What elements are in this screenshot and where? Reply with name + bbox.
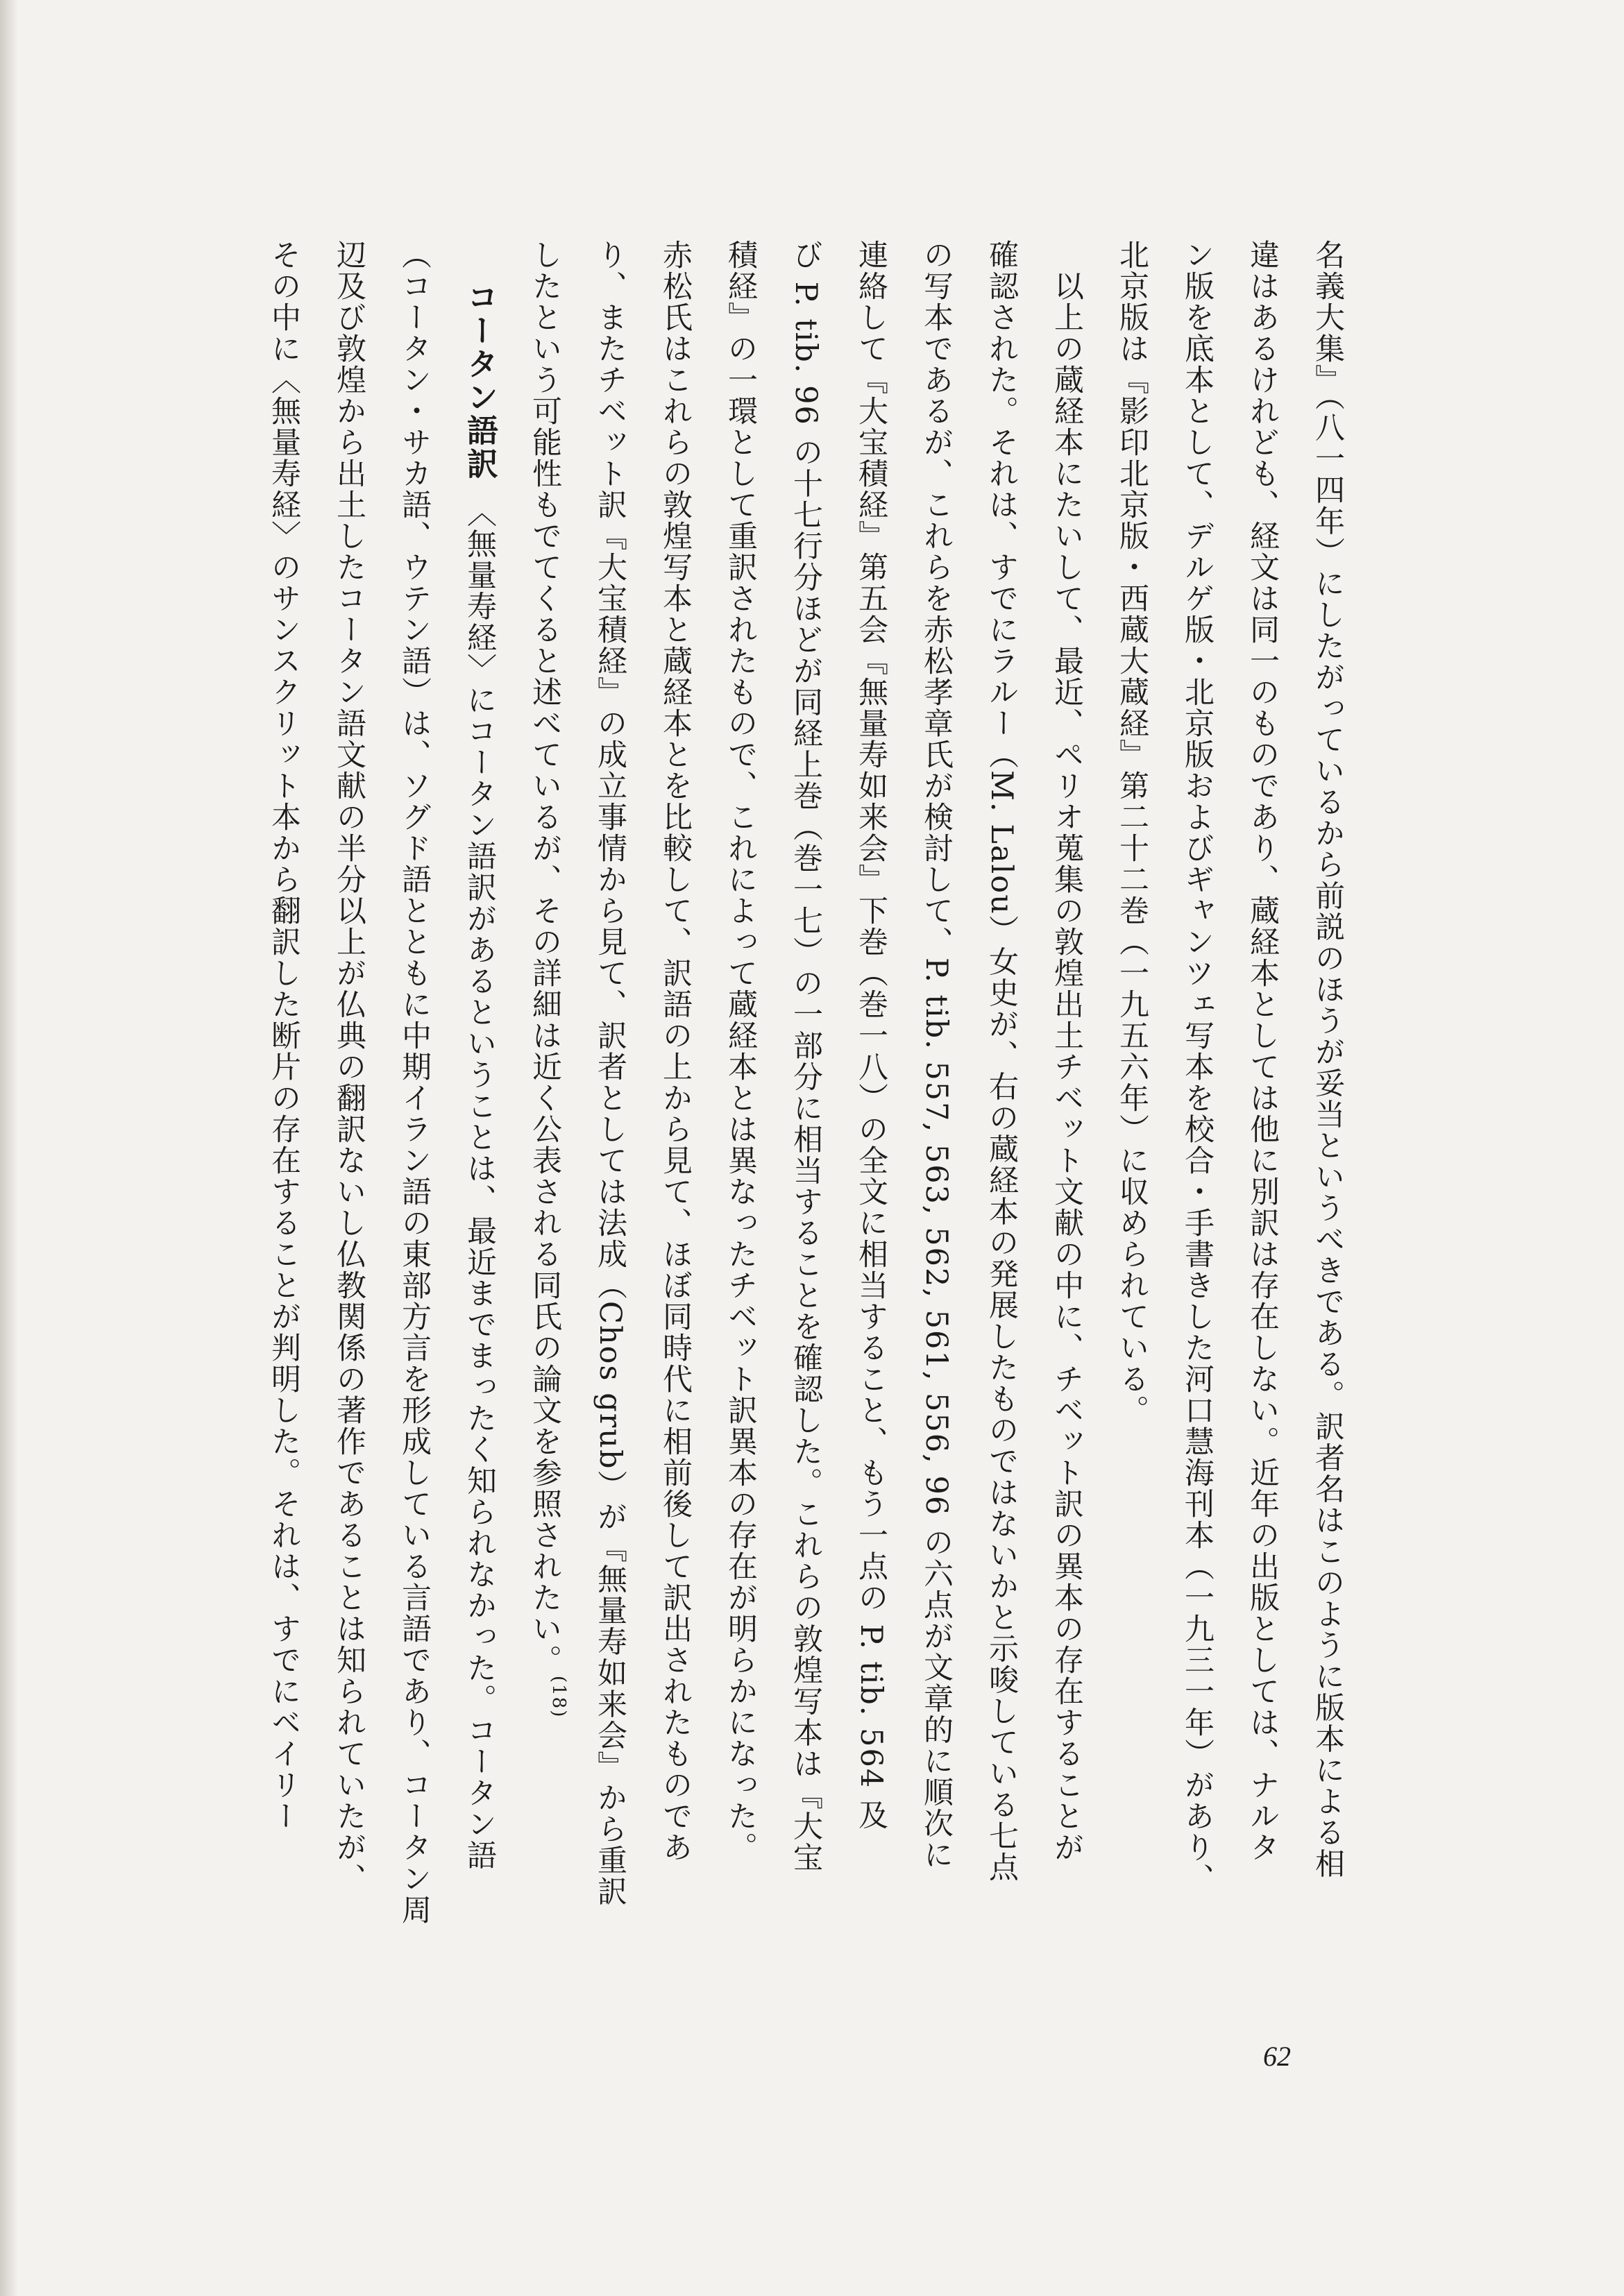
text-line: その中に〈無量寿経〉のサンスクリット本から翻訳した断片の存在することが判明した。それは、すでにベイリー [267, 239, 301, 1832]
text-line: び P. tib. 96 の十七行分ほどが同経上巻（巻一七）の一部分に相当することを確認した。これらの敦煌写本は『大宝 [788, 239, 823, 1873]
text-line: 辺及び敦煌から出土したコータン語文献の半分以上が仏典の翻訳ないし仏教関係の著作であることは知られていたが、 [332, 239, 366, 1894]
text-line: （コータン・サカ語、ウテン語）は、ソグド語とともに中期イラン語の東部方言を形成している言語であり、コータン周 [397, 239, 432, 1925]
text-line: 確認された。それは、すでにラルー（M. Lalou）女史が、右の蔵経本の発展したものではないかと示唆している七点 [984, 239, 1019, 1883]
footnote-marker: (18) [548, 1676, 569, 1719]
text-line: 以上の蔵経本にたいして、最近、ペリオ蒐集の敦煌出土チベット文献の中に、チベット訳の異本の存在することが [1049, 239, 1084, 1863]
text-line: ン版を底本として、デルゲ版・北京版およびギャンツェ写本を校合・手書きした河口慧海刊本（一九三一年）があり、 [1180, 239, 1215, 1894]
text-line: 北京版は『影印北京版・西蔵大蔵経』第二十二巻（一九五六年）に収められている。 [1115, 239, 1149, 1426]
page-edge-shadow [0, 0, 18, 2296]
text-line: 違はあるけれども、経文は同一のものであり、蔵経本としては他に別訳は存在しない。近年の出版としては、ナルタ [1245, 239, 1280, 1863]
text-line: 赤松氏はこれらの敦煌写本と蔵経本とを比較して、訳語の上から見て、ほぼ同時代に相前後して訳出されたものであ [658, 239, 693, 1863]
section-heading: コータン語訳 [462, 281, 498, 481]
text-line [512, 239, 577, 2064]
page-number: 62 [1263, 2041, 1291, 2072]
section-heading-line [447, 239, 512, 2064]
text-line: 積経』の一環として重訳されたもので、これによって蔵経本とは異なったチベット訳異本の存在が明らかになった。 [723, 239, 758, 1863]
text-line: の写本であるが、これらを赤松孝章氏が検討して、P. tib. 557, 563, 562, 561, 556, 96 の六点が文章的に順次に [919, 239, 954, 1871]
heading-line-text: 〈無量寿経〉にコータン語訳があるということは、最近までまったく知られなかった。コータン語 [462, 481, 497, 1871]
text-line: 連絡して『大宝積経』第五会『無量寿如来会』下巻（巻一八）の全文に相当すること、もう一点の P. tib. 564 及 [854, 239, 888, 1831]
text-line: り、またチベット訳『大宝積経』の成立事情から見て、訳者としては法成（Chos grub）が『無量寿如来会』から重訳 [593, 239, 627, 1907]
body-text [251, 239, 1360, 2064]
text-line-content: したという可能性もでてくると述べているが、その詳細は近く公表される同氏の論文を参照されたい。 [527, 239, 562, 1676]
text-line: 名義大集』（八一四年）にしたがっているから前説のほうが妥当というべきである。訳者名はこのように版本による相 [1310, 239, 1345, 1880]
